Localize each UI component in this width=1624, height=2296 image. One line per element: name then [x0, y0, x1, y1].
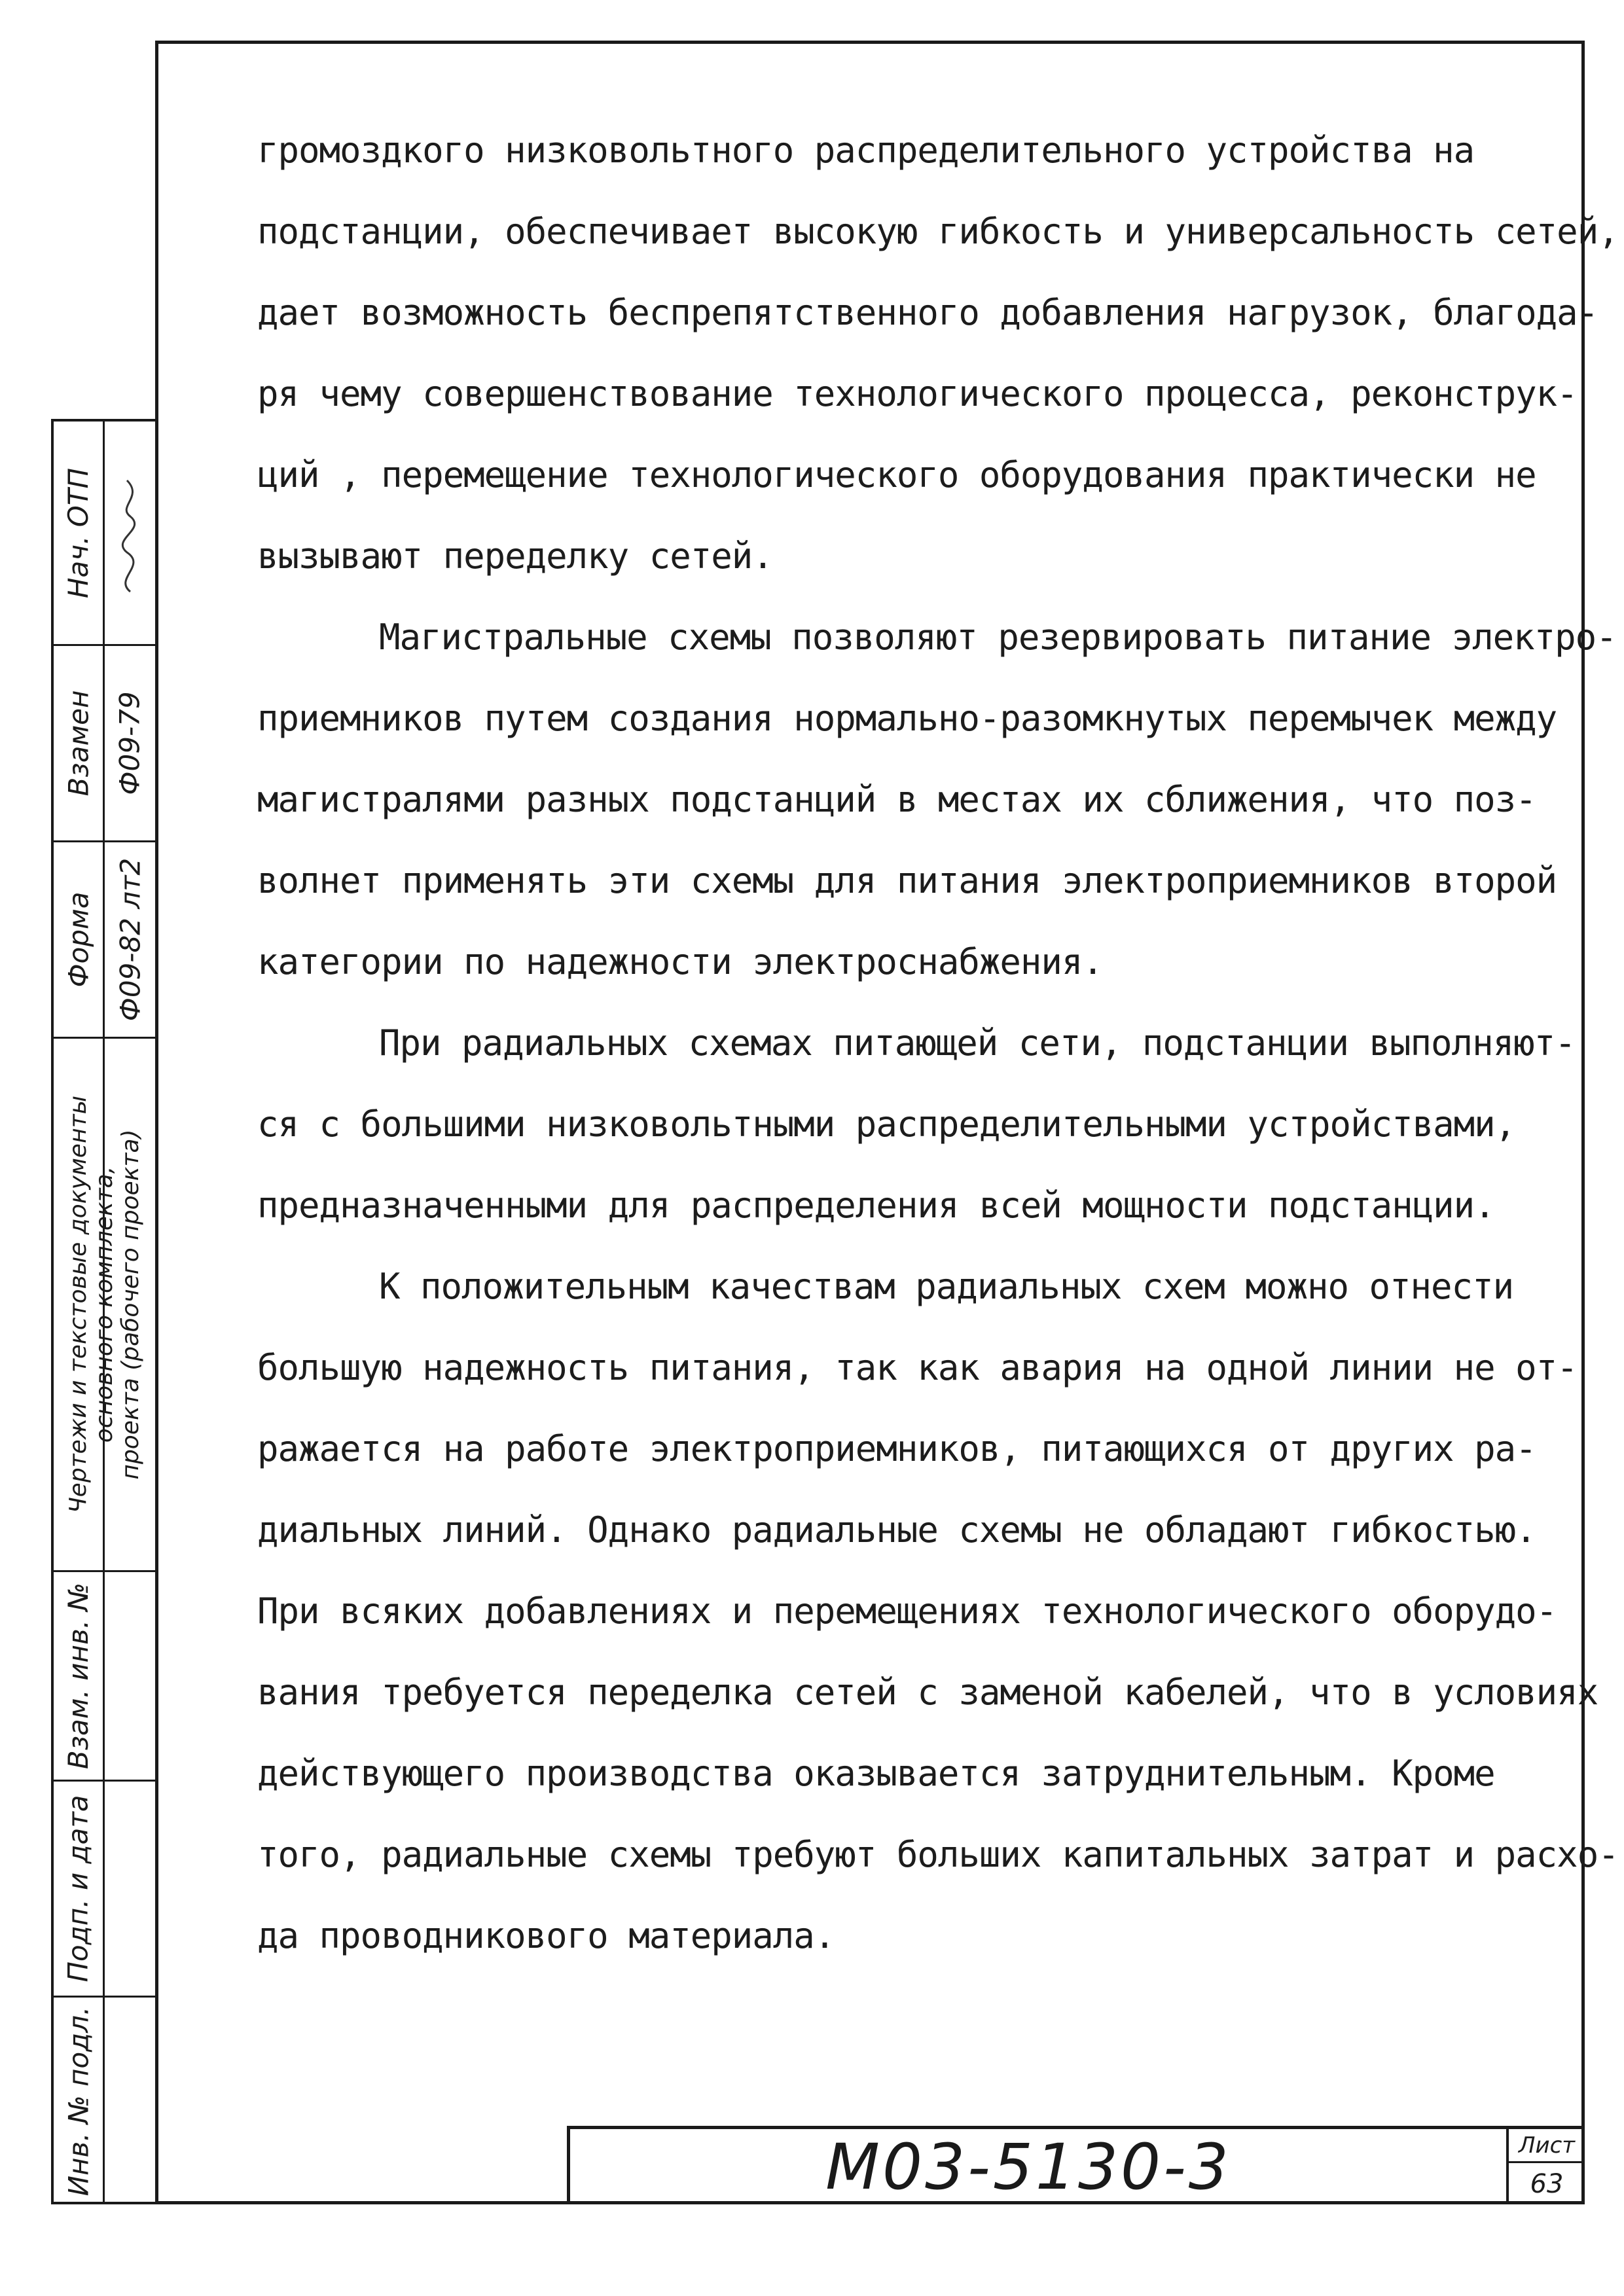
- stamp-label: Взамен: [62, 690, 94, 797]
- stamp-label: Подп. и дата: [62, 1795, 95, 1982]
- text-line: дает возможность беспрепятственного добавления нагрузок, благода-: [257, 292, 1598, 333]
- stamp-nach-otp: [54, 422, 103, 644]
- side-stamp: [51, 419, 155, 2204]
- text-line: подстанции, обеспечивает высокую гибкость и универсальность сетей,: [257, 211, 1619, 252]
- text-line: ражается на работе электроприемников, питающихся от других ра-: [257, 1428, 1536, 1469]
- stamp-doc-line: проекта (рабочего проекта): [117, 1129, 144, 1480]
- stamp-vzamen-value: [105, 646, 155, 840]
- stamp-forma: [54, 842, 103, 1037]
- text-line: ций , перемещение технологического оборудования практически не: [257, 454, 1536, 495]
- stamp-forma-value: [105, 842, 155, 1037]
- text-line: Магистральные схемы позволяют резервировать питание электро-: [379, 617, 1617, 658]
- document-code: М03-5130-3: [825, 2130, 1231, 2204]
- text-line: предназначенными для распределения всей мощности подстанции.: [257, 1185, 1495, 1226]
- document-body: [257, 110, 1619, 1977]
- stamp-label: Форма: [62, 891, 94, 988]
- paragraph-2: [257, 597, 1617, 1003]
- stamp-label: Инв. № подл.: [62, 2006, 95, 2196]
- text-line: вания требуется переделка сетей с заменой кабелей, что в условиях: [257, 1672, 1598, 1713]
- sheet-label: Лист: [1509, 2129, 1585, 2163]
- stamp-label: Нач. ОТП: [62, 467, 95, 598]
- stamp-doc-line: Чертежи и текстовые документы: [64, 1096, 92, 1513]
- title-block: [567, 2126, 1585, 2204]
- stamp-doc-type: [54, 1039, 155, 1570]
- stamp-label: Взам. инв. №: [62, 1582, 95, 1770]
- text-line: действующего производства оказывается затруднительным. Кроме: [257, 1753, 1495, 1794]
- text-line: большую надежность питания, так как авария на одной линии не от-: [257, 1347, 1578, 1388]
- stamp-inv-podl: [54, 1998, 103, 2204]
- text-line: магистралями разных подстанций в местах их сближения, что поз-: [257, 779, 1536, 820]
- text-line: К положительным качествам радиальных схем можно отнести: [379, 1266, 1514, 1307]
- paragraph-4: [257, 1246, 1619, 1977]
- text-line: ря чему совершенствование технологического процесса, реконструк-: [257, 373, 1578, 414]
- text-line: При всяких добавлениях и перемещениях технологического оборудо-: [257, 1590, 1557, 1632]
- text-line: волнет применять эти схемы для питания электроприемников второй: [257, 860, 1557, 901]
- text-line: категории по надежности электроснабжения.: [257, 941, 1103, 982]
- text-line: При радиальных схемах питающей сети, подстанции выполняют-: [379, 1022, 1576, 1064]
- stamp-signature: [105, 422, 155, 644]
- stamp-doc-line: основного комплекта,: [90, 1166, 118, 1443]
- stamp-value: Ф09-82 лт2: [114, 857, 146, 1022]
- text-line: того, радиальные схемы требуют больших капитальных затрат и расхо-: [257, 1834, 1619, 1875]
- sheet-number: 63: [1530, 2168, 1564, 2199]
- text-line: приемников путем создания нормально-разомкнутых перемычек между: [257, 698, 1557, 739]
- signature-scribble-icon: [107, 467, 153, 598]
- sheet-box: [1506, 2129, 1585, 2204]
- text-line: да проводникового материала.: [257, 1915, 835, 1956]
- text-line: диальных линий. Однако радиальные схемы не обладают гибкостью.: [257, 1509, 1536, 1551]
- stamp-vzam-inv: [54, 1572, 103, 1780]
- stamp-value: Ф09-79: [114, 691, 147, 795]
- stamp-podp-data: [54, 1782, 103, 1996]
- text-line: вызывают переделку сетей.: [257, 535, 773, 577]
- paragraph-3: [257, 1003, 1576, 1246]
- text-line: ся с большими низковольтными распределительными устройствами,: [257, 1103, 1516, 1145]
- stamp-doc-type-text: [65, 1096, 144, 1513]
- text-line: громоздкого низковольтного распределительного устройства на: [257, 130, 1475, 171]
- stamp-vzamen: [54, 646, 103, 840]
- paragraph-1: [257, 110, 1619, 597]
